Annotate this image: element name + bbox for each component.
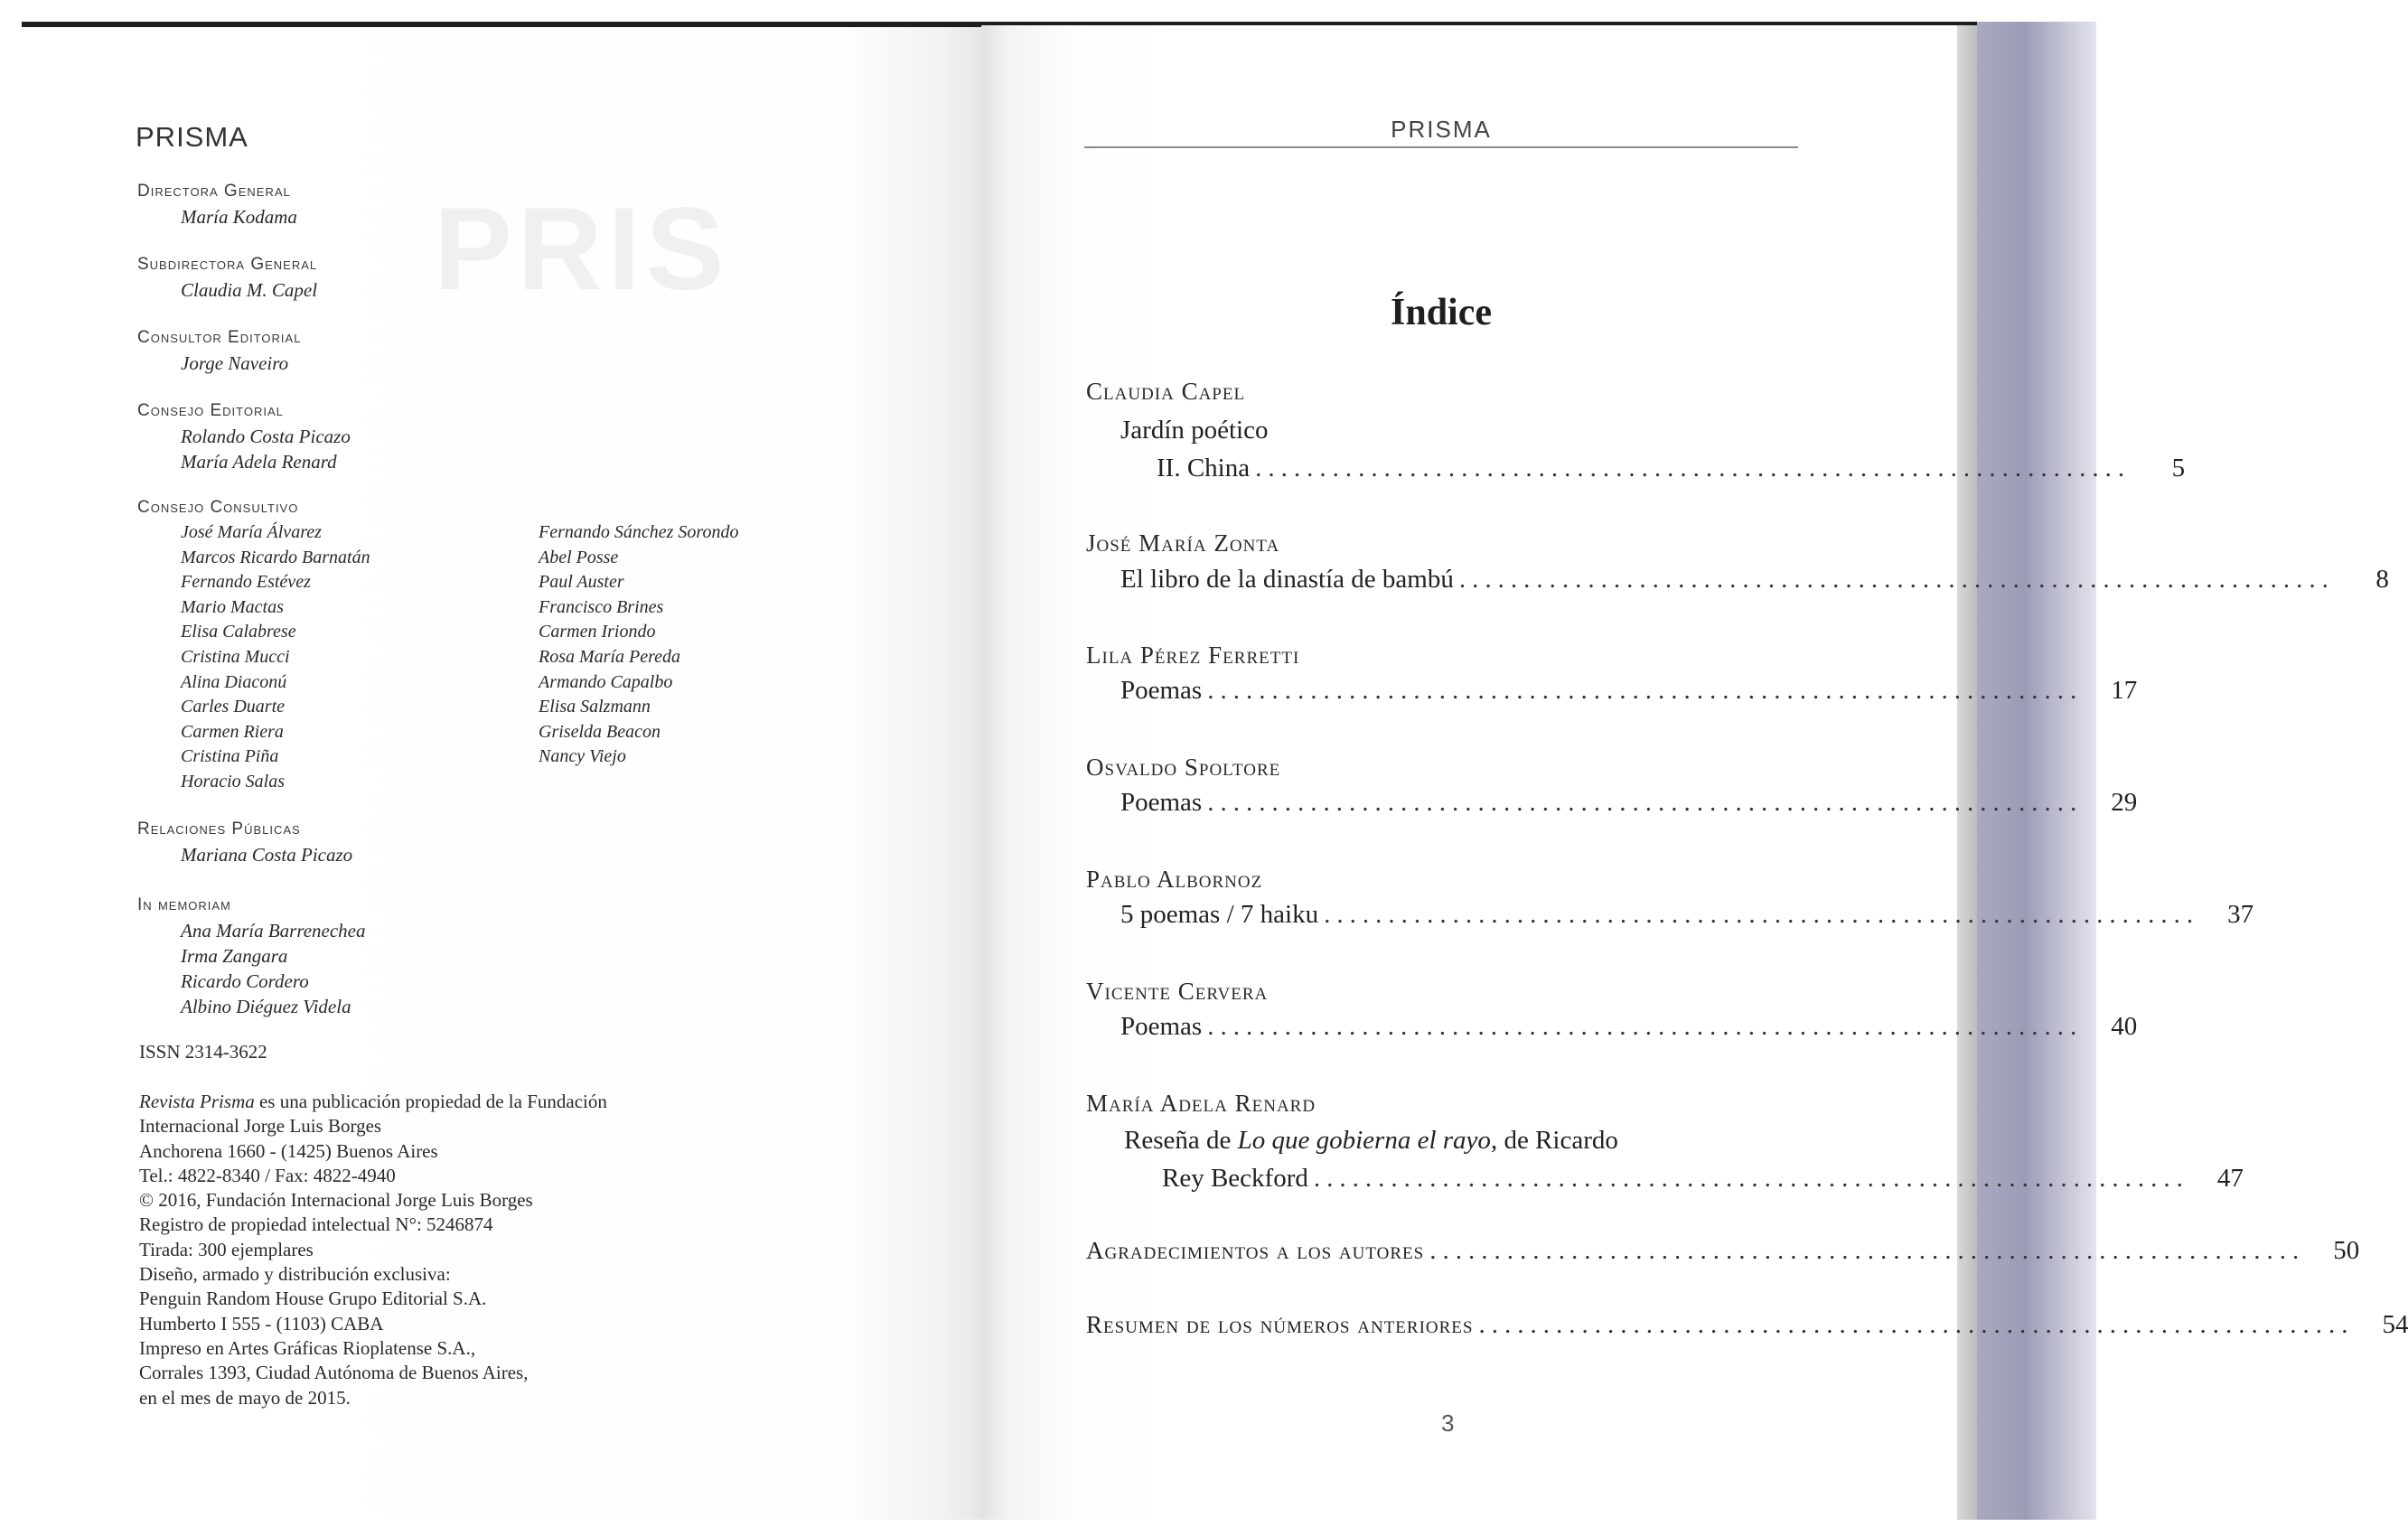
role-name: Jorge Naveiro: [181, 352, 289, 374]
member-name: Marcos Ricardo Barnatán: [181, 547, 370, 567]
role-name: Ana María Barrenechea: [181, 920, 366, 941]
toc-page-number: 8: [2375, 565, 2389, 594]
role-title: Consultor Editorial: [137, 328, 302, 347]
consultivo-column-1: [181, 520, 370, 795]
colophon-line: Registro de propiedad intelectual N°: 5246874: [139, 1213, 493, 1236]
toc-leader-dots: ....................................................................: [1324, 900, 2200, 929]
toc-entry[interactable]: [1120, 788, 2138, 818]
toc-leader-dots: ....................................................................: [1207, 788, 2084, 817]
member-name: Paul Auster: [539, 572, 624, 593]
toc-author: María Adela Renard: [1086, 1090, 1316, 1117]
toc-leader-dots: ....................................................................: [1255, 454, 2132, 482]
role-title: Directora General: [137, 182, 291, 201]
scanner-spill: [1977, 22, 2096, 1520]
colophon-line: Humberto I 555 - (1103) CABA: [139, 1312, 384, 1335]
role-title: Relaciones Públicas: [137, 820, 301, 838]
toc-page-number: 40: [2111, 1012, 2138, 1041]
issn: ISSN 2314-3622: [139, 1041, 267, 1063]
role-title: Consejo Editorial: [137, 401, 284, 420]
magazine-title: PRISMA: [136, 121, 248, 153]
role-name: Irma Zangara: [181, 945, 288, 967]
toc-title-pre: Reseña de: [1124, 1126, 1238, 1155]
toc-page-number: 29: [2111, 788, 2138, 817]
member-name: Horacio Salas: [181, 771, 285, 791]
colophon-line: Penguin Random House Grupo Editorial S.A.: [139, 1288, 487, 1310]
role-directora: [137, 179, 297, 229]
toc-page-number: 47: [2216, 1164, 2244, 1193]
toc-author: Claudia Capel: [1086, 378, 1246, 405]
role-name: Albino Diéguez Videla: [181, 996, 351, 1017]
colophon-line: Diseño, armado y distribución exclusiva:: [139, 1263, 451, 1286]
member-name: José María Álvarez: [181, 522, 322, 542]
member-name: Cristina Piña: [181, 746, 279, 767]
toc-entry[interactable]: [1162, 1164, 2244, 1194]
toc-entry[interactable]: [1157, 454, 2186, 483]
toc-entry[interactable]: [1086, 1310, 2408, 1340]
member-name: Fernando Sánchez Sorondo: [539, 522, 739, 542]
colophon-line: [139, 1090, 607, 1114]
toc-entry[interactable]: [1120, 1012, 2138, 1042]
role-title: In memoriam: [137, 895, 231, 914]
role-name: Ricardo Cordero: [181, 970, 309, 992]
toc-page-number: 37: [2227, 900, 2254, 929]
member-name: Elisa Salzmann: [539, 697, 651, 717]
toc-title-italic: Lo que gobierna el rayo: [1237, 1126, 1491, 1155]
role-title: Subdirectora General: [137, 255, 318, 274]
member-name: Francisco Brines: [539, 596, 664, 617]
running-head-rule: [1084, 146, 1798, 148]
colophon-line: Tel.: 4822-8340 / Fax: 4822-4940: [139, 1164, 396, 1186]
show-through-ghost: PRIS: [434, 183, 730, 314]
role-name: María Adela Renard: [181, 451, 337, 473]
toc-entry-title: II. China: [1157, 454, 1251, 482]
toc-page-number: 5: [2171, 454, 2186, 482]
role-consejo-editorial: [137, 398, 351, 474]
relaciones-publicas: [137, 817, 352, 867]
toc-entry[interactable]: [1120, 900, 2254, 930]
toc-title-line: [1124, 1126, 1618, 1156]
toc-page-number: 50: [2333, 1236, 2360, 1265]
toc-page-number: 17: [2111, 676, 2138, 705]
member-name: Mario Mactas: [181, 596, 284, 617]
page-folio: 3: [1441, 1410, 1455, 1437]
colophon-line: Corrales 1393, Ciudad Autónoma de Buenos Aires,: [139, 1362, 529, 1384]
toc-entry-title: Poemas: [1120, 1012, 1203, 1041]
toc-entry-title: Agradecimientos a los autores: [1086, 1237, 1425, 1264]
toc-leader-dots: ....................................................................: [1458, 565, 2335, 594]
toc-leader-dots: ....................................................................: [1478, 1310, 2355, 1339]
toc-author: Pablo Albornoz: [1086, 866, 1263, 893]
member-name: Carmen Riera: [181, 721, 284, 742]
toc-entry-title: Resumen de los números anteriores: [1086, 1311, 1474, 1338]
colophon-line: Tirada: 300 ejemplares: [139, 1238, 314, 1260]
colophon-line: Anchorena 1660 - (1425) Buenos Aires: [139, 1139, 438, 1162]
member-name: Griselda Beacon: [539, 721, 661, 742]
role-consultor: [137, 325, 301, 376]
toc-entry-title: Rey Beckford: [1162, 1164, 1308, 1193]
toc-heading: Índice: [1390, 292, 1492, 333]
toc-author: Osvaldo Spoltore: [1086, 754, 1281, 781]
consejo-consultivo-title: [137, 495, 298, 520]
member-name: Alina Diaconú: [181, 671, 287, 692]
role-name: Mariana Costa Picazo: [181, 844, 353, 866]
member-name: Abel Posse: [539, 547, 619, 567]
toc-entry[interactable]: [1086, 1236, 2360, 1266]
toc-leader-dots: ....................................................................: [1429, 1236, 2306, 1265]
member-name: Fernando Estévez: [181, 572, 311, 593]
toc-page-number: 54: [2382, 1310, 2408, 1339]
running-head: PRISMA: [1391, 116, 1492, 143]
member-name: Nancy Viejo: [539, 746, 626, 767]
toc-author: Lila Pérez Ferretti: [1086, 642, 1300, 669]
toc-author: Vicente Cervera: [1086, 978, 1269, 1005]
colophon-line: Internacional Jorge Luis Borges: [139, 1115, 382, 1138]
toc-leader-dots: ....................................................................: [1313, 1164, 2189, 1193]
colophon-rest: es una publicación propiedad de la Fundación: [254, 1091, 607, 1112]
member-name: Cristina Mucci: [181, 646, 290, 667]
role-subdirectora: [137, 252, 317, 303]
consultivo-column-2: [539, 520, 738, 770]
toc-entry-title: Poemas: [1120, 788, 1203, 817]
colophon-italic: Revista Prisma: [139, 1091, 255, 1112]
role-name: Claudia M. Capel: [181, 279, 318, 301]
toc-entry-title: El libro de la dinastía de bambú: [1120, 565, 1454, 594]
role-title: Consejo Consultivo: [137, 498, 299, 517]
role-name: María Kodama: [181, 206, 297, 228]
colophon: [139, 1090, 607, 1410]
toc-entry-title: Poemas: [1120, 676, 1203, 705]
member-name: Rosa María Pereda: [539, 646, 681, 667]
in-memoriam: [137, 893, 366, 1019]
toc-entry-title: 5 poemas / 7 haiku: [1120, 900, 1319, 929]
toc-title-post: , de Ricardo: [1490, 1126, 1618, 1155]
colophon-line: Impreso en Artes Gráficas Rioplatense S.A.,: [139, 1336, 476, 1359]
toc-author: José María Zonta: [1086, 529, 1280, 557]
colophon-line: en el mes de mayo de 2015.: [139, 1386, 351, 1409]
member-name: Elisa Calabrese: [181, 622, 296, 642]
page-edge: [1957, 25, 1977, 1520]
role-name: Rolando Costa Picazo: [181, 426, 351, 447]
toc-entry[interactable]: [1120, 676, 2138, 706]
member-name: Carles Duarte: [181, 697, 285, 717]
toc-entry[interactable]: [1120, 565, 2389, 595]
member-name: Carmen Iriondo: [539, 622, 656, 642]
toc-leader-dots: ....................................................................: [1207, 1012, 2084, 1041]
colophon-line: © 2016, Fundación Internacional Jorge Luis Borges: [139, 1189, 533, 1212]
toc-title-line: Jardín poético: [1120, 416, 1269, 445]
toc-leader-dots: ....................................................................: [1207, 676, 2084, 705]
member-name: Armando Capalbo: [539, 671, 673, 692]
